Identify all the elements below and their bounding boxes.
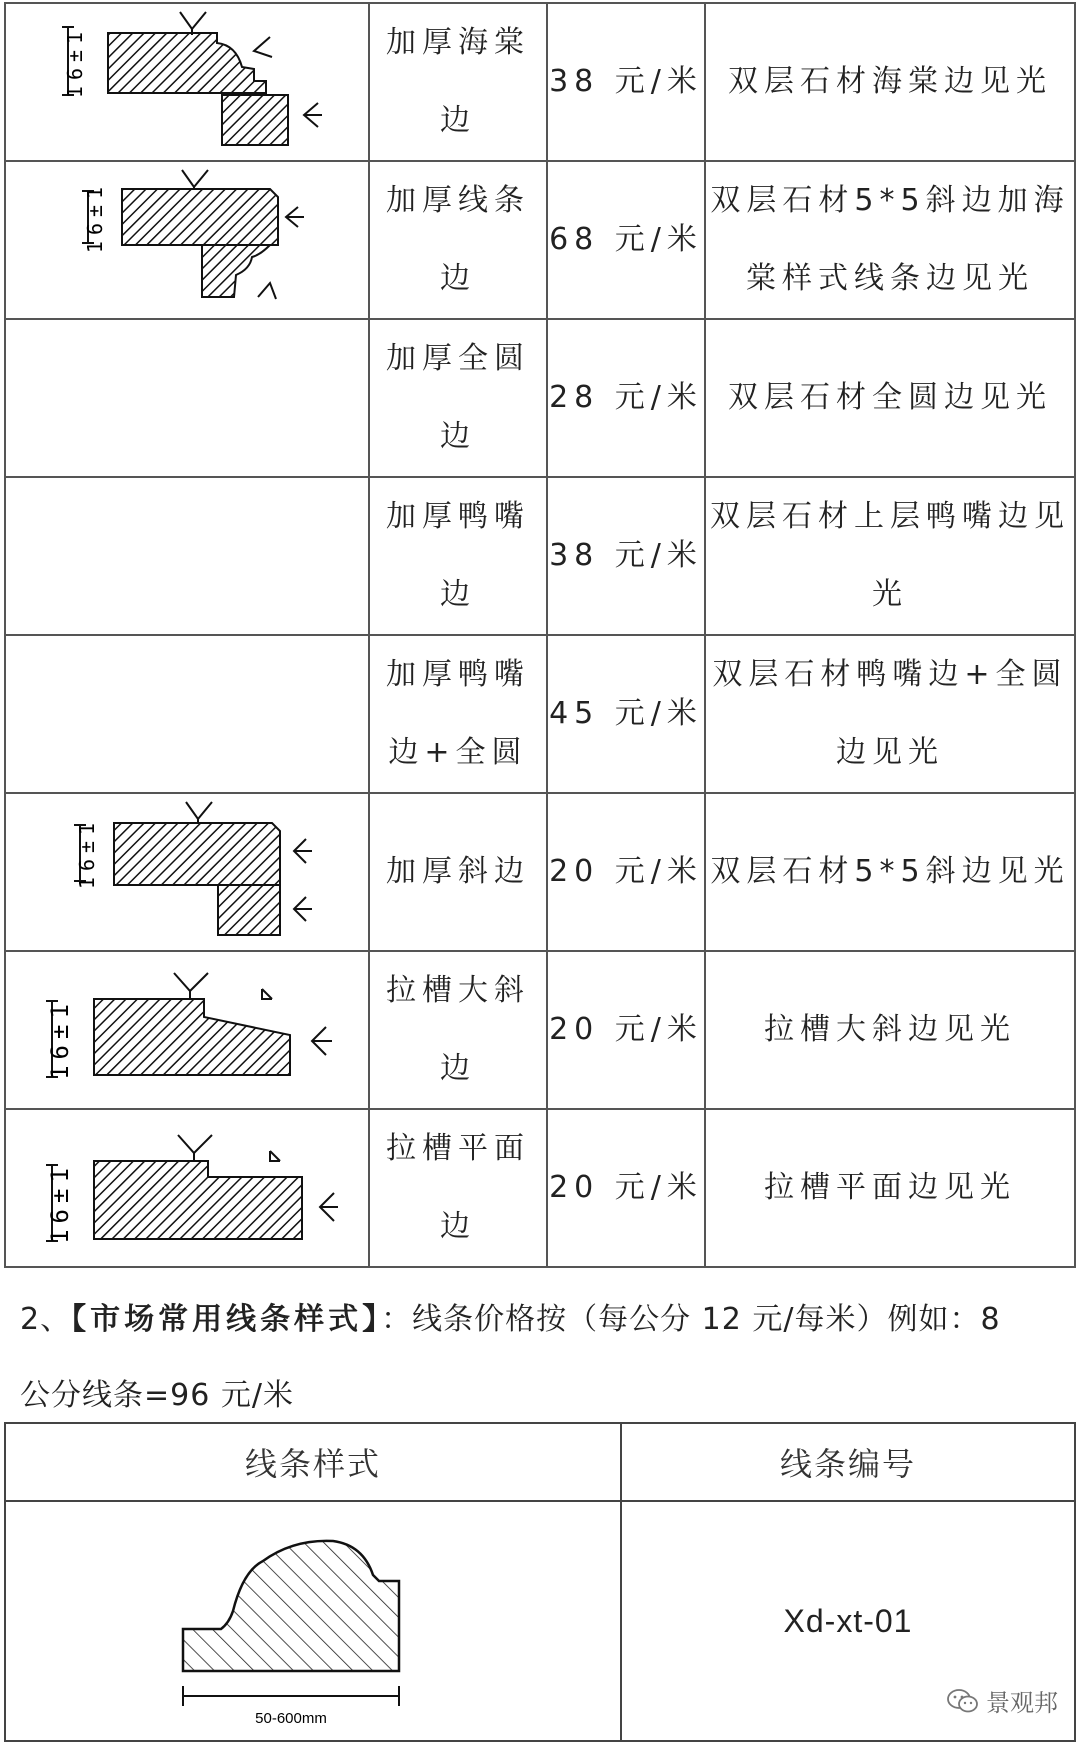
profile-drawing-cell (5, 951, 369, 1109)
edge-price: 28 元/米 (547, 319, 705, 477)
heading-example: 公分线条=96 元/米 (20, 1378, 294, 1413)
molding-drawing-cell (5, 1501, 621, 1741)
edge-price: 38 元/米 (547, 3, 705, 161)
table-header-row (5, 1423, 1075, 1501)
edge-description: 双层石材海棠边见光 (705, 3, 1075, 161)
edge-name: 加厚海棠边 (369, 3, 547, 161)
edge-price: 45 元/米 (547, 635, 705, 793)
table-row (5, 477, 1075, 635)
table-row (5, 793, 1075, 951)
edge-name: 拉槽大斜边 (369, 951, 547, 1109)
profile-drawing-cell (5, 161, 369, 319)
line-edge-profile (22, 165, 352, 315)
dim-label: 16±1 (46, 998, 74, 1080)
bevel-edge-profile (22, 797, 352, 947)
groove-bevel-profile (22, 955, 352, 1105)
haitang-edge-profile (22, 7, 352, 157)
profile-drawing-cell (5, 477, 369, 635)
edge-name: 加厚鸭嘴边+全圆 (369, 635, 547, 793)
wechat-icon (946, 1687, 980, 1715)
dim-label: 16±1 (75, 816, 99, 890)
edge-price: 20 元/米 (547, 951, 705, 1109)
molding-code: Xd-xt-01 (783, 1602, 913, 1639)
dim-label: 16±1 (46, 1162, 74, 1244)
groove-flat-profile (22, 1113, 352, 1263)
table-row (5, 161, 1075, 319)
dim-label: 16±1 (63, 25, 87, 99)
header-code: 线条编号 (621, 1423, 1075, 1501)
heading-title: 【市场常用线条样式】 (71, 1302, 382, 1337)
edge-name: 拉槽平面边 (369, 1109, 547, 1267)
edge-name: 加厚线条边 (369, 161, 547, 319)
table-row (5, 319, 1075, 477)
watermark (946, 1683, 1058, 1718)
header-style: 线条样式 (5, 1423, 621, 1501)
dim-label: 16±1 (83, 180, 107, 254)
table-row (5, 3, 1075, 161)
edge-description: 双层石材全圆边见光 (705, 319, 1075, 477)
heading-pricing-rule: ：线条价格按（每公分 12 元/每米）例如：8 (381, 1302, 1001, 1337)
edge-price: 68 元/米 (547, 161, 705, 319)
section-heading (20, 1282, 1070, 1434)
edge-description: 双层石材5*5斜边见光 (705, 793, 1075, 951)
molding-style-table (4, 1422, 1076, 1742)
edge-price: 20 元/米 (547, 793, 705, 951)
table-row (5, 635, 1075, 793)
profile-drawing-cell (5, 1109, 369, 1267)
edge-description: 拉槽大斜边见光 (705, 951, 1075, 1109)
edge-name: 加厚鸭嘴边 (369, 477, 547, 635)
edge-description: 双层石材5*5斜边加海棠样式线条边见光 (705, 161, 1075, 319)
edge-name: 加厚斜边 (369, 793, 547, 951)
profile-drawing-cell (5, 635, 369, 793)
molding-profile-drawing (153, 1511, 473, 1731)
table-row (5, 1109, 1075, 1267)
profile-drawing-cell (5, 3, 369, 161)
profile-drawing-cell (5, 319, 369, 477)
edge-description: 拉槽平面边见光 (705, 1109, 1075, 1267)
edge-price: 20 元/米 (547, 1109, 705, 1267)
watermark-text: 景观邦 (986, 1689, 1058, 1717)
table-row (5, 951, 1075, 1109)
width-dim-label: 50-600mm (255, 1710, 327, 1727)
edge-price: 38 元/米 (547, 477, 705, 635)
edge-description: 双层石材上层鸭嘴边见光 (705, 477, 1075, 635)
heading-number: 2、 (20, 1302, 72, 1337)
edge-name: 加厚全圆边 (369, 319, 547, 477)
edge-description: 双层石材鸭嘴边+全圆边见光 (705, 635, 1075, 793)
edge-price-table (4, 2, 1076, 1268)
table-row (5, 1501, 1075, 1741)
profile-drawing-cell (5, 793, 369, 951)
